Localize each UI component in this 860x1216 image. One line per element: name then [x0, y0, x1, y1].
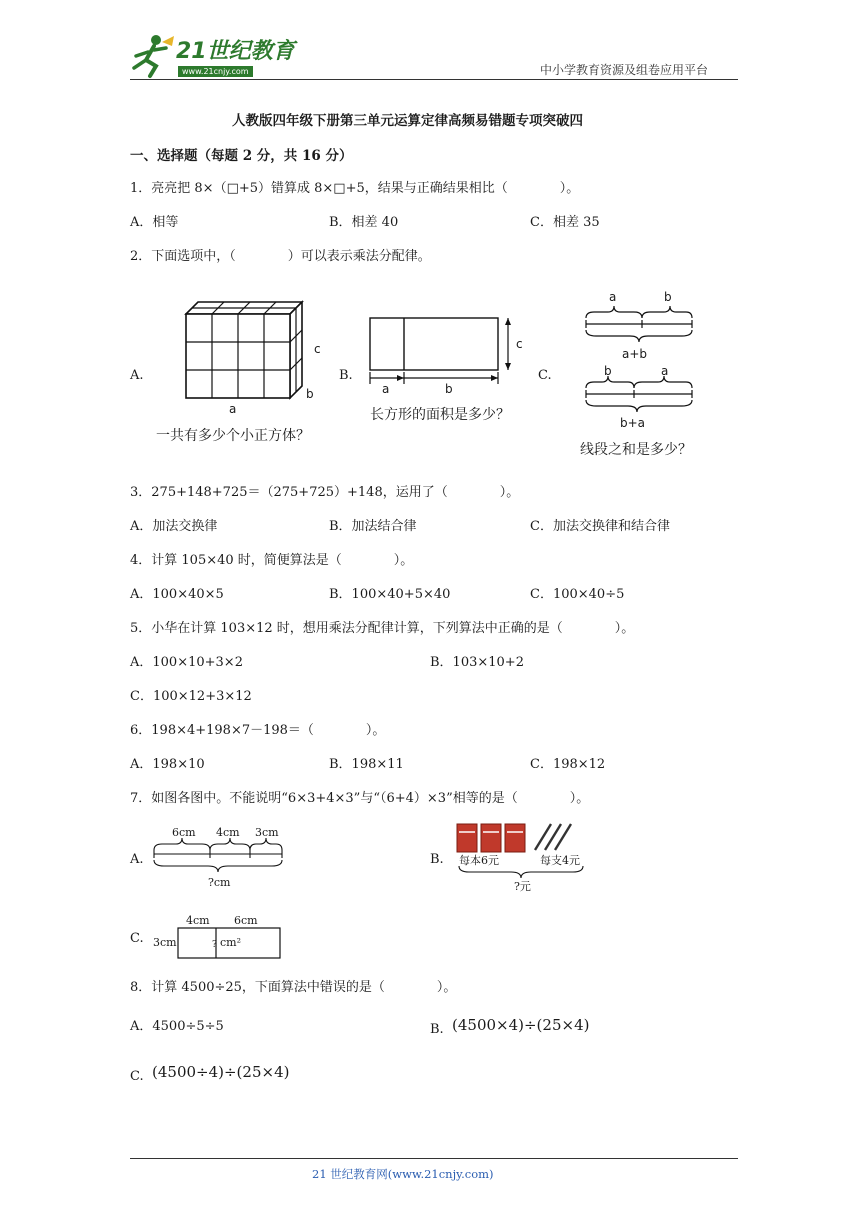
length-segments-figure [150, 838, 290, 878]
q3-option-c[interactable]: C．加法交换律和结合律 [530, 519, 670, 534]
seg-bot-a: a [661, 364, 669, 378]
q1-stem: 1．亮亮把 8×（□+5）错算成 8×□+5，结果与正确结果相比（ ）。 [130, 181, 580, 196]
platform-name: 中小学教育资源及组卷应用平台 [540, 63, 709, 77]
seg-top-sum: a+b [622, 347, 648, 361]
logo-url: www.21cnjy.com [178, 66, 253, 77]
q5-option-c[interactable]: C．100×12+3×12 [130, 689, 252, 704]
q2-option-c-label[interactable]: C. [538, 368, 552, 383]
q7-stem: 7．如图各图中。不能说明“6×3+4×3”与“（6+4）×3”相等的是（ ）。 [130, 791, 590, 806]
cube-label-a: a [229, 402, 237, 416]
q1-option-a[interactable]: A．相等 [130, 215, 179, 230]
book-price: 每本6元 [459, 854, 499, 867]
q8-option-b-label[interactable]: B. [430, 1022, 444, 1037]
q6-option-a[interactable]: A．198×10 [130, 757, 205, 772]
q1-option-b[interactable]: B．相差 40 [329, 215, 399, 230]
footer-link[interactable]: 21 世纪教育网(www.21cnjy.com) [312, 1167, 494, 1181]
rect-label-a: a [382, 382, 390, 396]
header [0, 0, 860, 90]
q7-option-a-label[interactable]: A. [130, 852, 144, 867]
q2-stem: 2．下面选项中，（ ）可以表示乘法分配律。 [130, 249, 431, 264]
cube-caption: 一共有多少个小正方体？ [156, 428, 310, 444]
logo-text: 21世纪教育 [176, 39, 295, 64]
q8-option-c-label[interactable]: C. [130, 1069, 144, 1084]
book-icon [457, 824, 477, 852]
books-pens-total: ?元 [514, 880, 531, 893]
footer-rule [130, 1158, 738, 1159]
page-title: 人教版四年级下册第三单元运算定律高频易错题专项突破四 [232, 113, 583, 129]
rect-label-c: c [516, 337, 523, 351]
pen-price: 每支4元 [540, 854, 580, 867]
q8-option-a[interactable]: A．4500÷5÷5 [130, 1019, 224, 1034]
q2-option-b-label[interactable]: B. [339, 368, 353, 383]
cube-label-b: b [306, 387, 314, 401]
q7-option-c-label[interactable]: C. [130, 931, 144, 946]
q5-option-a[interactable]: A．100×10+3×2 [130, 655, 243, 670]
seg-6cm: 6cm [172, 826, 196, 839]
seg-top-a: a [609, 290, 617, 304]
cube-label-c: c [314, 342, 321, 356]
area-w1: 4cm [186, 914, 210, 927]
q6-stem: 6．198×4+198×7－198＝（ ）。 [130, 723, 386, 738]
q6-option-b[interactable]: B．198×11 [329, 757, 404, 772]
q2-option-a-label[interactable]: A. [130, 368, 144, 383]
q3-stem: 3．275+148+725＝（275+725）+148，运用了（ ）。 [130, 485, 520, 500]
seg-top-b: b [664, 290, 672, 304]
books-pens-figure [455, 820, 595, 880]
area-h: 3cm [153, 936, 177, 949]
q4-option-a[interactable]: A．100×40×5 [130, 587, 224, 602]
header-rule [130, 79, 738, 80]
q4-option-b[interactable]: B．100×40+5×40 [329, 587, 451, 602]
seg-4cm: 4cm [216, 826, 240, 839]
seg-bot-b: b [604, 364, 612, 378]
q8-option-b[interactable]: (4500×4)÷(25×4) [452, 1016, 590, 1034]
q8-stem: 8．计算 4500÷25，下面算法中错误的是（ ）。 [130, 980, 457, 995]
segment-sum-figure [582, 302, 702, 432]
q8-option-c[interactable]: (4500÷4)÷(25×4) [152, 1063, 290, 1081]
section-heading: 一、选择题（每题 2 分，共 16 分） [130, 148, 353, 164]
q1-option-c[interactable]: C．相差 35 [530, 215, 600, 230]
rect-caption: 长方形的面积是多少？ [370, 407, 510, 423]
q5-option-b[interactable]: B．103×10+2 [430, 655, 524, 670]
area-question: ? [212, 940, 217, 950]
q5-stem: 5．小华在计算 103×12 时，想用乘法分配律计算，下列算法中正确的是（ ）。 [130, 621, 635, 636]
q3-option-a[interactable]: A．加法交换律 [130, 519, 218, 534]
area-w2: 6cm [234, 914, 258, 927]
q4-stem: 4．计算 105×40 时，简便算法是（ ）。 [130, 553, 414, 568]
q3-option-b[interactable]: B．加法结合律 [329, 519, 417, 534]
seg-bot-sum: b+a [620, 416, 646, 430]
rect-label-b: b [445, 382, 453, 396]
q6-option-c[interactable]: C．198×12 [530, 757, 606, 772]
seg-total: ?cm [208, 876, 231, 889]
area-unit: cm² [220, 936, 242, 949]
seg-caption: 线段之和是多少？ [580, 442, 692, 458]
q4-option-c[interactable]: C．100×40÷5 [530, 587, 625, 602]
q7-option-b-label[interactable]: B. [430, 852, 444, 867]
runner-logo-icon [126, 34, 176, 79]
seg-3cm: 3cm [255, 826, 279, 839]
